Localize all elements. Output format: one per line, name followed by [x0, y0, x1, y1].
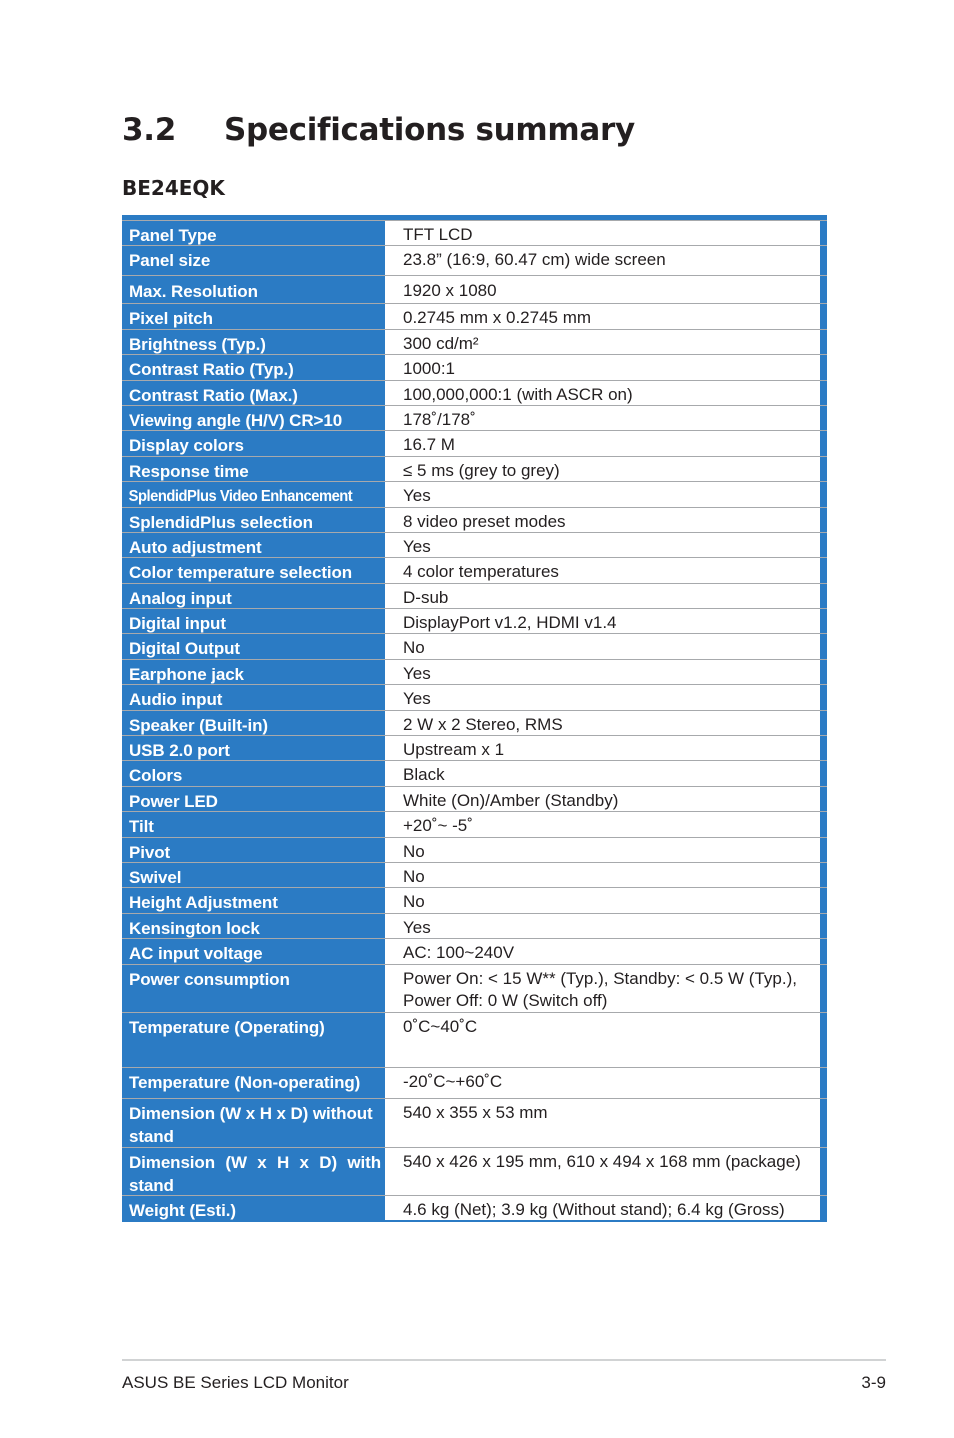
spec-value: 23.8” (16:9, 60.47 cm) wide screen: [385, 246, 820, 275]
spec-row: [122, 405, 827, 430]
spec-label: Power consumption: [129, 969, 290, 989]
spec-label: Speaker (Built-in): [129, 715, 268, 735]
spec-row: [122, 837, 827, 862]
spec-label: Digital input: [129, 614, 226, 634]
spec-value: 1000:1: [385, 355, 820, 379]
spec-label: Temperature (Non-operating): [129, 1072, 361, 1092]
spec-label: Auto adjustment: [129, 537, 262, 557]
spec-label: Viewing angle (H/V) CR>10: [129, 410, 343, 430]
spec-label: Pixel pitch: [129, 309, 213, 329]
spec-row: [122, 354, 827, 379]
spec-label: Pivot: [129, 842, 171, 862]
spec-label: AC input voltage: [129, 944, 263, 964]
spec-row: [122, 786, 827, 811]
spec-label: Power LED: [129, 791, 218, 811]
spec-value: 4 color temperatures: [385, 558, 820, 582]
spec-value: Yes: [385, 482, 820, 506]
section-number: 3.2: [122, 112, 177, 148]
spec-value: 4.6 kg (Net); 3.9 kg (Without stand); 6.4 kg (Gross): [385, 1196, 820, 1220]
spec-label: Colors: [129, 766, 183, 786]
spec-label: Height Adjustment: [129, 893, 278, 913]
spec-value: 16.7 M: [385, 431, 820, 455]
spec-row: [122, 964, 827, 1012]
spec-value: 100,000,000:1 (with ASCR on): [385, 381, 820, 405]
spec-label: Audio input: [129, 690, 223, 710]
spec-value: 300 cd/m²: [385, 330, 820, 354]
spec-label: Color temperature selection: [129, 563, 353, 583]
spec-row: [122, 481, 827, 506]
spec-row: [122, 1147, 827, 1195]
spec-row: [122, 811, 827, 836]
spec-row: [122, 735, 827, 760]
spec-row: [122, 1012, 827, 1067]
spec-row: [122, 938, 827, 963]
spec-row: [122, 430, 827, 455]
spec-row: [122, 1067, 827, 1098]
spec-row: [122, 380, 827, 405]
spec-label: USB 2.0 port: [129, 741, 230, 761]
spec-value: AC: 100~240V: [385, 939, 820, 963]
section-title-text: Specifications summary: [224, 112, 635, 148]
spec-row: [122, 245, 827, 275]
spec-label: Contrast Ratio (Max.): [129, 385, 298, 405]
spec-row: [122, 887, 827, 912]
spec-row: [122, 1098, 827, 1147]
spec-row: [122, 275, 827, 303]
spec-value: Black: [385, 761, 820, 785]
footer-divider: [122, 1359, 886, 1361]
spec-value: Yes: [385, 685, 820, 709]
spec-label: Response time: [129, 461, 249, 481]
spec-value: 540 x 355 x 53 mm: [385, 1099, 820, 1147]
spec-table: [122, 215, 827, 1222]
spec-label: Dimension (W x H x D) without stand: [129, 1103, 373, 1146]
spec-row: [122, 633, 827, 658]
spec-label: Max. Resolution: [129, 282, 258, 302]
spec-value: Yes: [385, 914, 820, 938]
spec-value: 1920 x 1080: [385, 276, 820, 303]
spec-row: [122, 507, 827, 532]
spec-row: [122, 532, 827, 557]
spec-value: 2 W x 2 Stereo, RMS: [385, 711, 820, 735]
spec-row: [122, 913, 827, 938]
spec-label: SplendidPlus selection: [129, 512, 313, 532]
spec-value: 0˚C~40˚C: [385, 1013, 820, 1067]
spec-label: Contrast Ratio (Typ.): [129, 360, 294, 380]
model-title: BE24EQK: [122, 176, 225, 200]
spec-row: [122, 710, 827, 735]
spec-value: No: [385, 863, 820, 887]
spec-label: Dimension (W x H x D) with stand: [129, 1152, 381, 1195]
spec-label: Analog input: [129, 588, 232, 608]
spec-value: DisplayPort v1.2, HDMI v1.4: [385, 609, 820, 633]
footer-manual-title: ASUS BE Series LCD Monitor: [122, 1373, 349, 1392]
spec-row: [122, 760, 827, 785]
spec-value: ≤ 5 ms (grey to grey): [385, 457, 820, 481]
spec-value: White (On)/Amber (Standby): [385, 787, 820, 811]
spec-label: Digital Output: [129, 639, 240, 659]
spec-row: [122, 659, 827, 684]
spec-label: Panel size: [129, 251, 211, 271]
spec-row: [122, 583, 827, 608]
spec-value: Yes: [385, 660, 820, 684]
spec-value: No: [385, 838, 820, 862]
spec-label: Tilt: [129, 817, 154, 837]
spec-value: -20˚C~+60˚C: [385, 1068, 820, 1098]
spec-row: [122, 557, 827, 582]
spec-row: [122, 862, 827, 887]
spec-label: Display colors: [129, 436, 244, 456]
spec-label: Panel Type: [129, 226, 217, 245]
spec-value: 0.2745 mm x 0.2745 mm: [385, 304, 820, 328]
spec-row: [122, 456, 827, 481]
spec-value: 178˚/178˚: [385, 406, 820, 430]
spec-label: Weight (Esti.): [129, 1200, 236, 1220]
spec-value: 540 x 426 x 195 mm, 610 x 494 x 168 mm (package): [385, 1148, 820, 1195]
spec-label: Brightness (Typ.): [129, 334, 266, 354]
spec-value: Power On: < 15 W** (Typ.), Standby: < 0.5 W (Typ.), Power Off: 0 W (Switch off): [385, 965, 820, 1012]
spec-value: +20˚~ -5˚: [385, 812, 820, 836]
spec-value: Yes: [385, 533, 820, 557]
spec-row: [122, 329, 827, 354]
spec-label: SplendidPlus Video Enhancement: [128, 488, 353, 506]
footer-page-number: 3-9: [861, 1373, 886, 1392]
spec-label: Temperature (Operating): [129, 1017, 325, 1037]
spec-value: 8 video preset modes: [385, 508, 820, 532]
spec-label: Swivel: [129, 867, 182, 887]
spec-row: [122, 220, 827, 245]
spec-row: [122, 608, 827, 633]
spec-value: D-sub: [385, 584, 820, 608]
spec-row: [122, 303, 827, 328]
spec-label: Kensington lock: [129, 918, 260, 938]
spec-row: [122, 1195, 827, 1220]
spec-value: Upstream x 1: [385, 736, 820, 760]
spec-value: No: [385, 634, 820, 658]
spec-row: [122, 684, 827, 709]
spec-value: No: [385, 888, 820, 912]
spec-value: TFT LCD: [385, 221, 820, 245]
spec-label: Earphone jack: [129, 664, 244, 684]
section-title: [122, 112, 635, 148]
